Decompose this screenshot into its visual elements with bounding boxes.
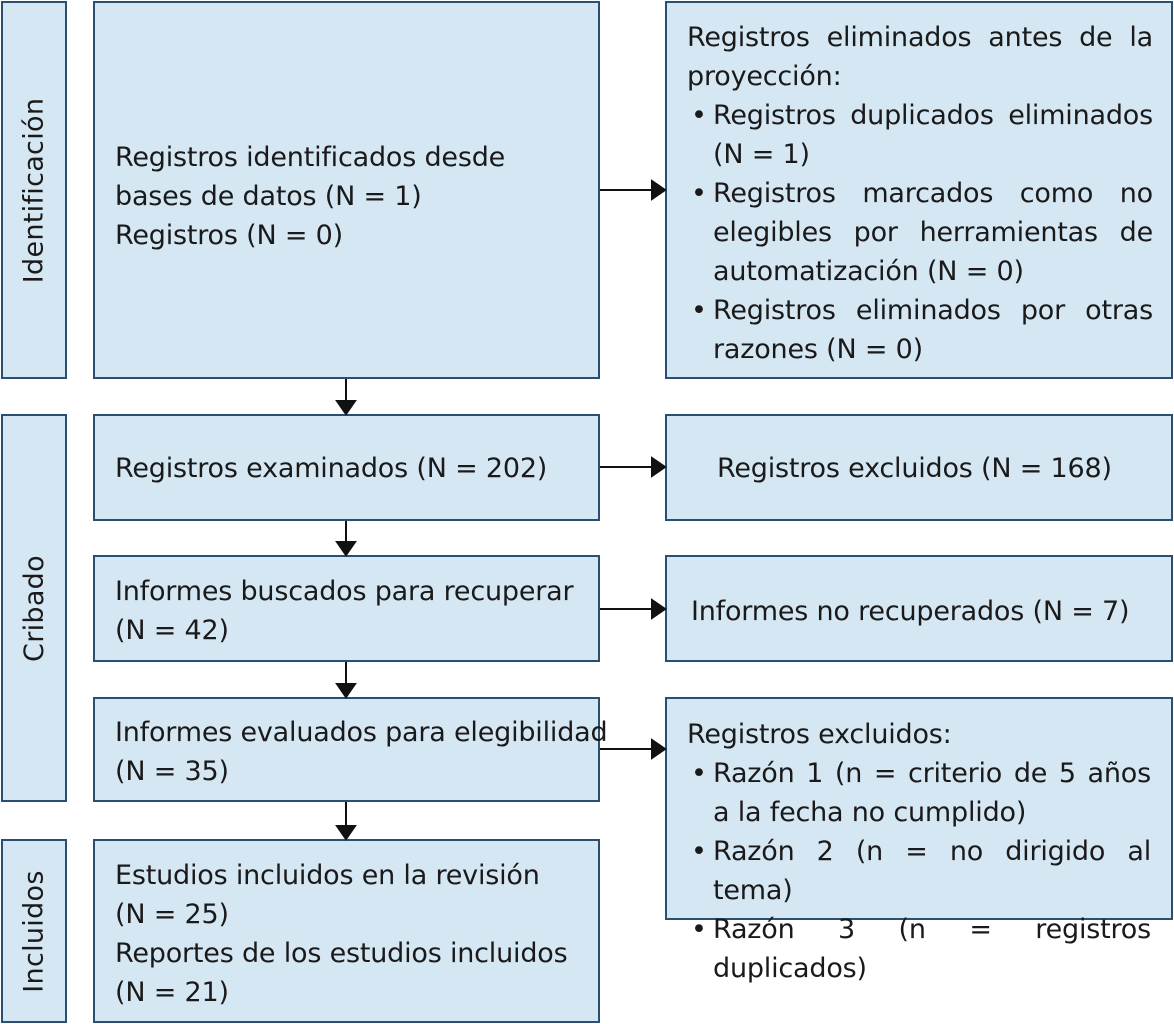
reports-not-retrieved-label: Informes no recuperados (N = 7) <box>691 596 1130 627</box>
records-removed-item: • Registros eliminados por otras razones (N = 0) <box>687 291 1153 369</box>
studies-included-line4: (N = 21) <box>115 977 229 1008</box>
records-screened-label: Registros examinados (N = 202) <box>115 453 548 484</box>
records-excluded-label: Registros excluidos (N = 168) <box>717 453 1112 484</box>
excluded-reasons-heading: Registros excluidos: <box>687 719 952 750</box>
stage-cribado-label: Cribado <box>18 554 50 662</box>
arrow-head <box>337 826 355 839</box>
reports-sought-line2: (N = 42) <box>115 615 229 646</box>
studies-included-line1: Estudios incluidos en la revisión <box>115 860 540 891</box>
records-removed-item: • Registros duplicados eliminados (N = 1) <box>687 96 1153 174</box>
arrow-head <box>652 600 665 618</box>
stage-incluidos-label: Incluidos <box>18 869 50 993</box>
reports-sought-line1: Informes buscados para recuperar <box>115 576 574 607</box>
excluded-reason-item: • Razón 2 (n = no dirigido al tema) <box>687 832 1151 910</box>
records-removed-item: • Registros marcados como no elegibles por herramientas de automatización (N = 0) <box>687 174 1153 291</box>
reports-assessed-line2: (N = 35) <box>115 756 229 787</box>
arrow-head <box>337 684 355 697</box>
records-removed-heading-line2: proyección: <box>687 61 842 92</box>
studies-included-line2: (N = 25) <box>115 899 229 930</box>
records-identified-line3: Registros (N = 0) <box>115 220 343 251</box>
reports-assessed-line1: Informes evaluados para elegibilidad <box>115 717 608 748</box>
arrow-head <box>652 740 665 758</box>
arrow-head <box>652 181 665 199</box>
excluded-reason-item: • Razón 1 (n = criterio de 5 años a la fecha no cumplido) <box>687 754 1151 832</box>
arrow-head <box>337 542 355 555</box>
arrow-head <box>337 401 355 414</box>
records-removed-heading-line1: Registros eliminados antes de la <box>687 22 1153 53</box>
stage-identificacion-label: Identificación <box>18 97 50 283</box>
excluded-reason-item: • Razón 3 (n = registros duplicados) <box>687 910 1151 988</box>
studies-included-line3: Reportes de los estudios incluidos <box>115 938 568 969</box>
arrow-head <box>652 458 665 476</box>
records-identified-line2: bases de datos (N = 1) <box>115 181 422 212</box>
records-identified-line1: Registros identificados desde <box>115 142 506 173</box>
